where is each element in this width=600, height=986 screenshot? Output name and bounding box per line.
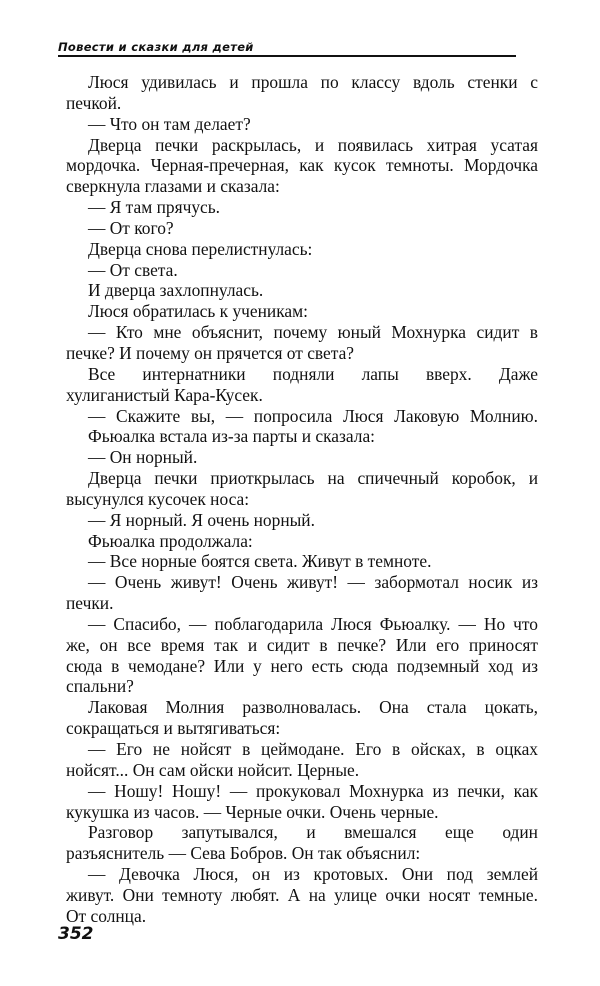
text-line: Дверца снова перелистнулась:	[88, 238, 313, 259]
body-text	[66, 72, 538, 927]
text-line: разъяснитель — Сева Бобров. Он так объяснил:	[66, 843, 421, 864]
text-line: — Он норный.	[88, 447, 198, 468]
text-line: сверкнула глазами и сказала:	[66, 176, 280, 197]
text-line: Фьюалка встала из-за парты и сказала:	[88, 426, 375, 447]
text-line: Лаковая Молния разволновалась. Она стала цокать,	[88, 697, 538, 718]
text-line: — Я там прячусь.	[88, 197, 221, 218]
text-line: — Что он там делает?	[88, 113, 251, 134]
text-line: От солнца.	[66, 905, 147, 926]
running-header	[58, 40, 516, 58]
text-line: Все интернатники подняли лапы вверх. Даже	[88, 363, 538, 384]
text-line: — Я норный. Я очень норный.	[88, 509, 315, 530]
text-line: высунулся кусочек носа:	[66, 488, 250, 509]
page-number: 352	[58, 924, 94, 944]
text-line: — От света.	[88, 259, 178, 280]
text-line: живут. Они темноту любят. А на улице очки носят темные.	[66, 884, 538, 905]
text-line: нойсят... Он сам ойски нойсит. Церные.	[66, 759, 360, 780]
text-line: — Ношу! Ношу! — прокуковал Мохнурка из печки, как	[88, 780, 538, 801]
running-title: Повести и сказки для детей	[58, 40, 254, 54]
text-line: Люся удивилась и прошла по классу вдоль стенки с	[88, 72, 538, 92]
text-line: — От кого?	[88, 217, 174, 238]
text-line: Дверца печки приоткрылась на спичечный коробок, и	[88, 468, 538, 489]
text-line: печке? И почему он прячется от света?	[66, 342, 355, 363]
text-line: Разговор запутывался, и вмешался еще один	[88, 822, 538, 843]
text-line: — Все норные боятся света. Живут в темноте.	[88, 551, 432, 572]
text-line: кукушка из часов. — Черные очки. Очень черные.	[66, 801, 439, 822]
text-line: — Его не нойсят в цеймодане. Его в ойсках, в оцках	[88, 739, 538, 759]
text-line: сюда в чемодане? Или у него есть сюда подземный ход из	[66, 655, 538, 676]
text-line: печкой.	[66, 92, 122, 113]
text-line: — Кто мне объяснит, почему юный Мохнурка сидит в	[88, 322, 538, 343]
text-line: хулиганистый Кара-Кусек.	[66, 384, 263, 405]
text-line: Дверца печки раскрылась, и появилась хитрая усатая	[88, 134, 538, 155]
text-line: — Спасибо, — поблагодарила Люся Фьюалку. — Но что	[88, 613, 538, 634]
text-line: — Очень живут! Очень живут! — забормотал носик из	[88, 572, 538, 593]
text-line: Фьюалка продолжала:	[88, 530, 253, 551]
text-line: печки.	[66, 593, 114, 614]
text-line: же, он все время так и сидит в печке? Или его приносят	[66, 634, 538, 655]
text-line: Люся обратилась к ученикам:	[88, 301, 308, 322]
text-line: мордочка. Черная-пречерная, как кусок темноты. Мордочка	[66, 155, 538, 176]
text-line: — Скажите вы, — попросила Люся Лаковую Молнию.	[88, 405, 538, 426]
text-line: — Девочка Люся, он из кротовых. Они под землей	[88, 864, 538, 885]
text-line: спальни?	[66, 676, 134, 697]
header-rule	[58, 55, 516, 57]
text-line: И дверца захлопнулась.	[88, 280, 264, 301]
text-line: сокращаться и вытягиваться:	[66, 718, 281, 739]
